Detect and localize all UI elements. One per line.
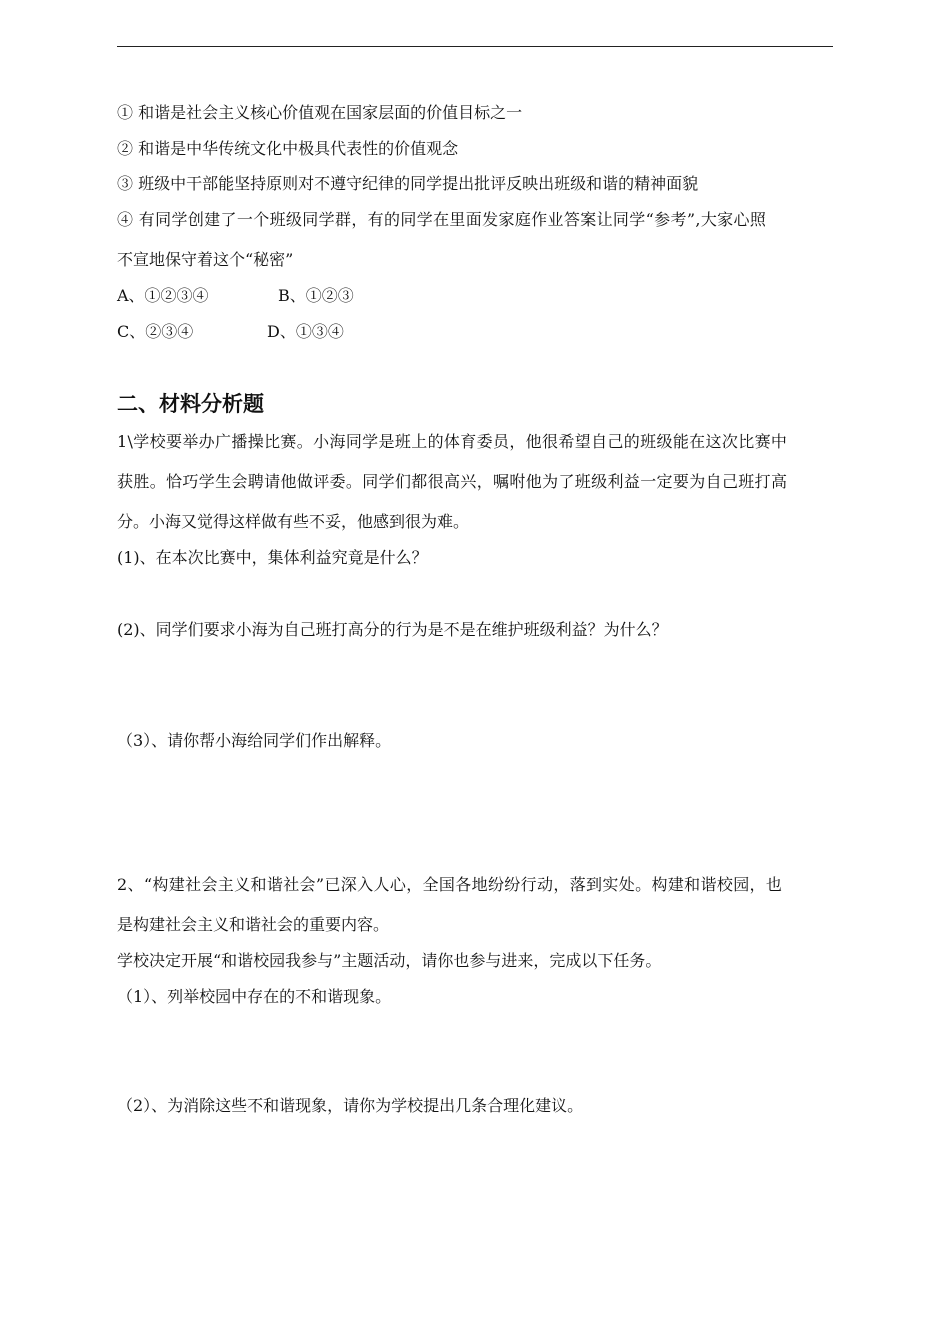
statement-2: ② 和谐是中华传统文化中极具代表性的价值观念	[117, 139, 459, 158]
statement-1: ① 和谐是社会主义核心价值观在国家层面的价值目标之一	[117, 103, 523, 122]
statement-4-continued: 不宣地保守着这个“秘密”	[117, 250, 294, 269]
q1-sub-question-2: (2)、同学们要求小海为自己班打高分的行为是不是在维护班级利益？为什么？	[117, 620, 668, 639]
q1-material-line-2: 获胜。恰巧学生会聘请他做评委。同学们都很高兴，嘱咐他为了班级利益一定要为自己班打高	[117, 472, 788, 491]
q2-sub-question-2: （2）、为消除这些不和谐现象，请你为学校提出几条合理化建议。	[117, 1096, 584, 1115]
option-a: A、①②③④	[117, 286, 209, 305]
q1-material-line-3: 分。小海又觉得这样做有些不妥，他感到很为难。	[117, 512, 470, 531]
q2-material-line-1: 2、“构建社会主义和谐社会”已深入人心，全国各地纷纷行动，落到实处。构建和谐校园，也	[117, 875, 783, 894]
q1-sub-question-3: （3）、请你帮小海给同学们作出解释。	[117, 731, 392, 750]
statement-3: ③ 班级中干部能坚持原则对不遵守纪律的同学提出批评反映出班级和谐的精神面貌	[117, 174, 699, 193]
q2-material-line-2: 是构建社会主义和谐社会的重要内容。	[117, 915, 390, 934]
header-rule	[117, 46, 833, 47]
option-c: C、②③④	[117, 322, 194, 341]
option-d: D、①③④	[267, 322, 344, 341]
statement-4: ④ 有同学创建了一个班级同学群，有的同学在里面发家庭作业答案让同学“参考”,大家心照	[117, 210, 767, 229]
q1-material-line-1: 1\学校要举办广播操比赛。小海同学是班上的体育委员，他很希望自己的班级能在这次比赛中	[117, 432, 788, 451]
q2-material-line-3: 学校决定开展“和谐校园我参与”主题活动，请你也参与进来，完成以下任务。	[117, 951, 662, 970]
option-b: B、①②③	[278, 286, 354, 305]
q2-sub-question-1: （1）、列举校园中存在的不和谐现象。	[117, 987, 392, 1006]
section-title: 二、材料分析题	[117, 392, 264, 416]
q1-sub-question-1: (1)、在本次比赛中，集体利益究竟是什么？	[117, 548, 428, 567]
